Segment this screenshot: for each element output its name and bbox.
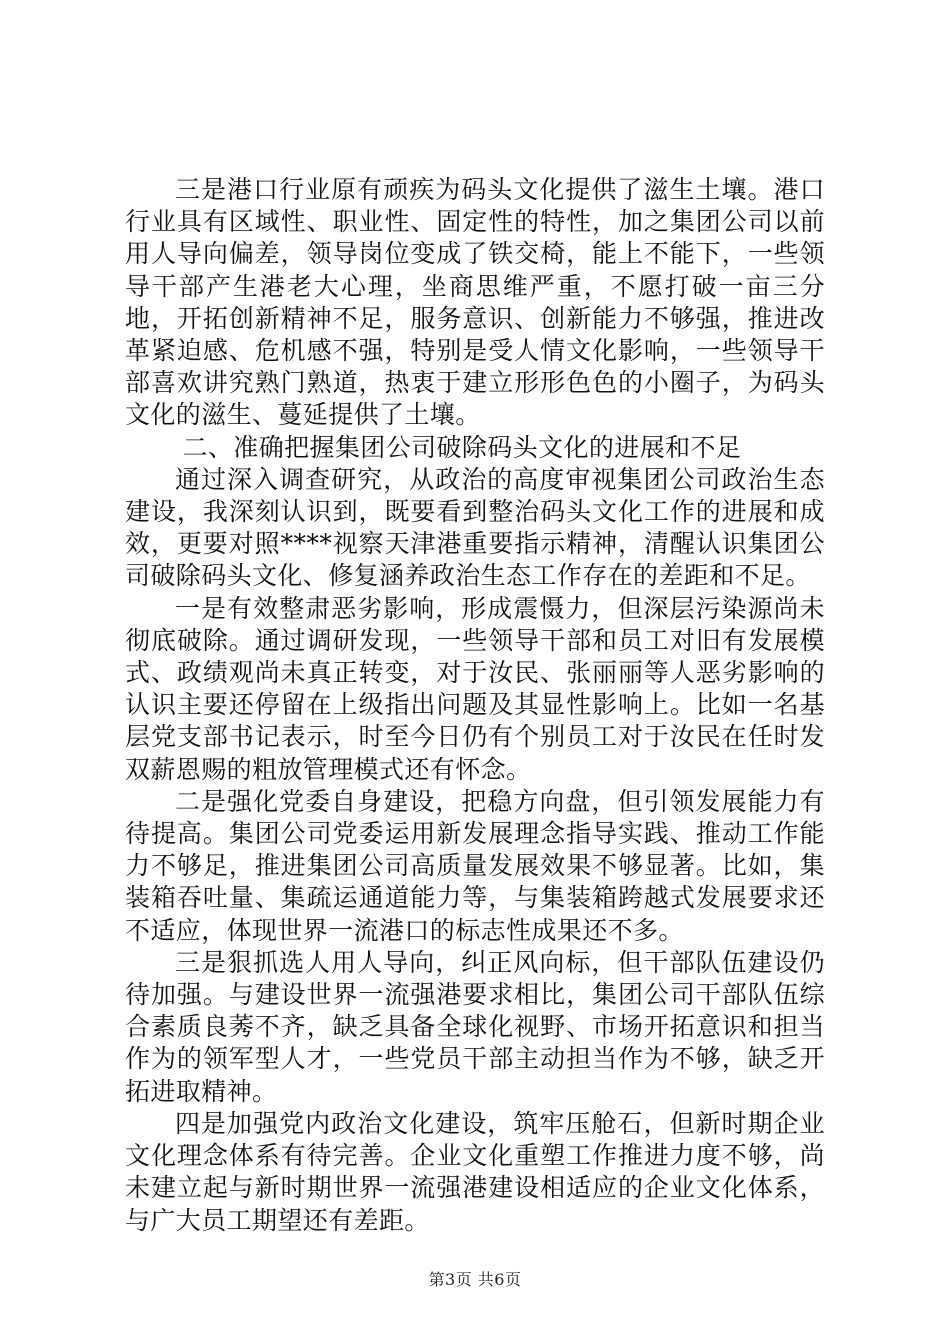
paragraph-investigation: 通过深入调查研究，从政治的高度审视集团公司政治生态建设，我深刻认识到，既要看到整治码头文化工作的进展和成效，更要对照****视察天津港重要指示精神，清醒认识集团公司破除码头文化、修复涵养政治生态工作存在的差距和不足。 <box>125 464 825 591</box>
paragraph-point-1: 一是有效整肃恶劣影响，形成震慑力，但深层污染源尚未彻底破除。通过调研发现，一些领导干部和员工对旧有发展模式、政绩观尚未真正转变，对于汝民、张丽丽等人恶劣影响的认识主要还停留在上级指出问题及其显性影响上。比如一名基层党支部书记表示，时至今日仍有个别员工对于汝民在任时发双薪恩赐的粗放管理模式还有怀念。 <box>125 593 825 784</box>
document-body <box>125 174 825 1237</box>
paragraph-point-4: 四是加强党内政治文化建设，筑牢压舱石，但新时期企业文化理念体系有待完善。企业文化重塑工作推进力度不够，尚未建立起与新时期世界一流强港建设相适应的企业文化体系，与广大员工期望还有差距。 <box>125 1108 825 1235</box>
section-heading-2: 二、准确把握集团公司破除码头文化的进展和不足 <box>182 432 742 462</box>
paragraph-port-industry-issues: 三是港口行业原有顽疾为码头文化提供了滋生土壤。港口行业具有区域性、职业性、固定性的特性，加之集团公司以前用人导向偏差，领导岗位变成了铁交椅，能上不能下，一些领导干部产生港老大心理，坐商思维严重，不愿打破一亩三分地，开拓创新精神不足，服务意识、创新能力不够强，推进改革紧迫感、危机感不强，特别是受人情文化影响，一些领导干部喜欢讲究熟门熟道，热衷于建立形形色色的小圈子，为码头文化的滋生、蔓延提供了土壤。 <box>125 175 825 430</box>
paragraph-point-3: 三是狠抓选人用人导向，纠正风向标，但干部队伍建设仍待加强。与建设世界一流强港要求相比，集团公司干部队伍综合素质良莠不齐，缺乏具备全球化视野、市场开拓意识和担当作为的领军型人才，一些党员干部主动担当作为不够，缺乏开拓进取精神。 <box>125 947 825 1106</box>
page-footer: 第3页 共6页 <box>428 1270 522 1289</box>
paragraph-point-2: 二是强化党委自身建设，把稳方向盘，但引领发展能力有待提高。集团公司党委运用新发展理念指导实践、推动工作能力不够足，推进集团公司高质量发展效果不够显著。比如，集装箱吞吐量、集疏运通道能力等，与集装箱跨越式发展要求还不适应，体现世界一流港口的标志性成果还不多。 <box>125 786 825 945</box>
